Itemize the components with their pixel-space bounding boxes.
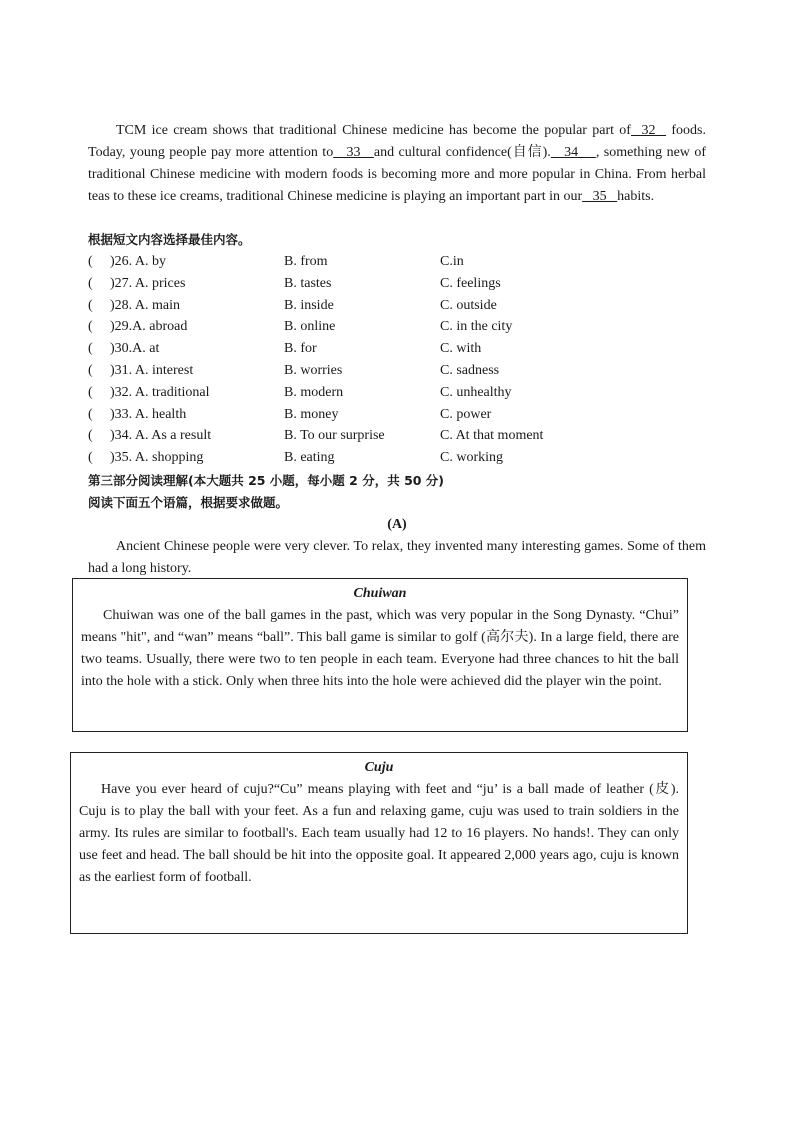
option-c: C. sadness [440, 363, 500, 378]
passage-segment-5: habits. [617, 189, 655, 204]
option-a: )30.A. at [110, 341, 160, 357]
option-a: )35. A. shopping [110, 450, 204, 466]
option-b: B. for [284, 341, 317, 357]
passage-segment-1: TCM ice cream shows that traditional Chinese medicine has become the popular part of [116, 123, 631, 138]
option-c: C. power [440, 406, 492, 422]
part3-instruction: 阅读下面五个语篇，根据要求做题。 [88, 495, 289, 510]
choice-instruction: 根据短文内容选择最佳内容。 [88, 232, 251, 247]
option-b: B. To our surprise [284, 428, 385, 444]
passage-segment-3: and cultural confidence(自信). [373, 145, 551, 160]
chuiwan-box [72, 578, 688, 732]
answer-paren: ( [88, 428, 93, 444]
answer-paren: ( [88, 406, 93, 422]
option-c: C. At that moment [440, 428, 544, 444]
option-b: B. eating [284, 450, 335, 466]
chuiwan-body: Chuiwan was one of the ball games in the past, which was very popular in the Song Dynasty. “Chui” means "hit", and “wan” means “ball”. This ball game is similar to golf (高尔夫). In a large field, there are two teams. Usually, there were two to ten people in each team. Everyone had three chances to hit the ball into the hole with a stick. Only when three hits into the hole were achieved did the player win the point. [81, 608, 679, 689]
answer-paren: ( [88, 384, 93, 400]
answer-paren: ( [88, 319, 93, 335]
blank-34: 34 [550, 145, 596, 160]
section-label: (A) [387, 517, 407, 532]
question-row [88, 295, 708, 317]
answer-paren: ( [88, 297, 93, 313]
passage-segment-4: , something new of traditional Chinese medicine with modern foods is becoming more and more popular in China. From herbal teas to these ice creams, traditional Chinese medicine is playing an important part in our [88, 145, 706, 204]
cuju-title: Cuju [364, 760, 394, 775]
option-c: C. working [440, 450, 503, 466]
option-a: )33. A. health [110, 406, 187, 422]
cloze-passage [88, 120, 706, 208]
question-row [88, 338, 708, 360]
question-row [88, 360, 708, 382]
answer-paren: ( [88, 254, 93, 269]
option-a: )29.A. abroad [110, 319, 188, 335]
option-a: )34. A. As a result [110, 428, 212, 444]
option-b: B. tastes [284, 275, 332, 291]
option-a: )27. A. prices [110, 275, 186, 291]
option-c: C. outside [440, 297, 497, 313]
question-row [88, 251, 708, 273]
option-a: )32. A. traditional [110, 384, 210, 400]
question-row [88, 273, 708, 295]
chuiwan-title: Chuiwan [353, 586, 407, 601]
question-row [88, 425, 708, 447]
option-a: )26. A. by [110, 254, 166, 269]
question-row [88, 382, 708, 404]
option-a: )28. A. main [110, 297, 180, 313]
cuju-box [70, 752, 688, 934]
blank-33: 33 [333, 145, 374, 160]
option-b: B. inside [284, 297, 334, 313]
option-b: B. money [284, 406, 339, 422]
option-c: C. in the city [440, 319, 513, 335]
option-b: B. worries [284, 363, 343, 378]
option-a: )31. A. interest [110, 363, 194, 378]
option-c: C. with [440, 341, 482, 357]
blank-32: 32 [630, 123, 667, 138]
answer-paren: ( [88, 450, 93, 466]
answer-paren: ( [88, 341, 93, 357]
answer-paren: ( [88, 363, 93, 378]
option-b: B. from [284, 254, 328, 269]
part3-heading: 第三部分阅读理解(本大题共 25 小题，每小题 2 分，共 50 分) [88, 473, 445, 488]
option-c: C. feelings [440, 275, 501, 291]
option-b: B. modern [284, 384, 344, 400]
section-intro: Ancient Chinese people were very clever. To relax, they invented many interesting games. Some of them had a long history. [88, 539, 706, 576]
passage-segment-2: foods. Today, young people pay more attention to [88, 123, 707, 160]
question-row [88, 316, 708, 338]
option-c: C.in [440, 254, 464, 269]
answer-paren: ( [88, 275, 93, 291]
option-b: B. online [284, 319, 336, 335]
question-row [88, 404, 708, 426]
question-row [88, 447, 708, 469]
cuju-body: Have you ever heard of cuju?“Cu” means playing with feet and “ju’ is a ball made of leather (皮). Cuju is to play the ball with your feet. As a fun and relaxing game, cuju was used to train soldiers in the army. Its rules are similar to football's. Each team usually had 12 to 16 players. No hands!. They can only use feet and head. The ball should be hit into the opposite goal. It appeared 2,000 years ago, cuju is known as the earliest form of football. [79, 782, 679, 885]
option-c: C. unhealthy [440, 384, 512, 400]
blank-35: 35 [582, 189, 618, 204]
